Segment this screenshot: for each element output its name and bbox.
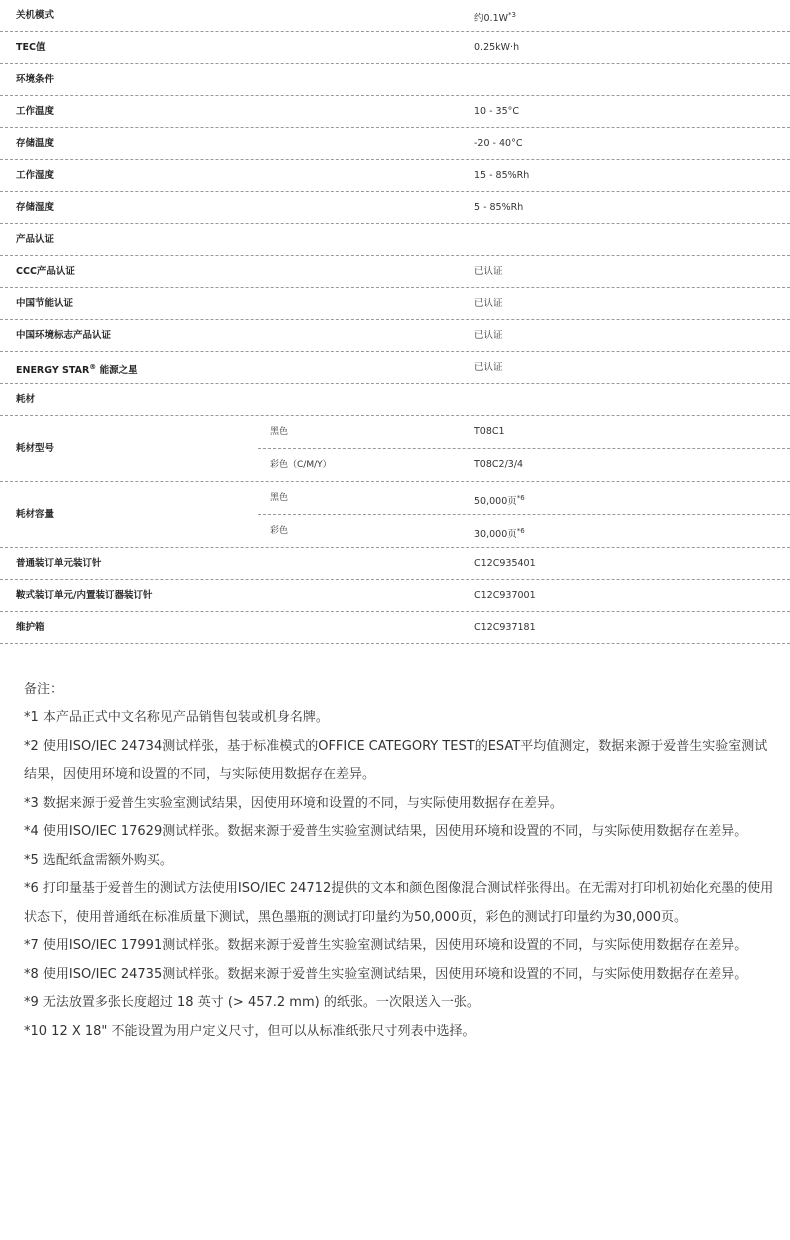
note-item: *9 无法放置多张长度超过 18 英寸 (> 457.2 mm) 的纸张。一次限送入一张。: [24, 995, 480, 1010]
spec-label: 中国节能认证: [16, 298, 74, 309]
spec-row-environmental-label: [0, 320, 790, 352]
spec-label: CCC产品认证: [16, 266, 75, 277]
sub-label: 黑色: [270, 493, 289, 503]
spec-label: 存储温度: [16, 138, 55, 149]
spec-value: 0.25kW·h: [474, 42, 520, 53]
spec-row-staple-standard: [0, 548, 790, 580]
note-item: *8 使用ISO/IEC 24735测试样张。数据来源于爱普生实验室测试结果，因使用环境和设置的不同，与实际使用数据存在差异。: [24, 966, 748, 982]
spec-value: 10 - 35°C: [474, 106, 520, 117]
sub-row-black: [258, 482, 790, 515]
spec-row-tec: [0, 32, 790, 64]
spec-row-operating-temp: [0, 96, 790, 128]
spec-label: 中国环境标志产品认证: [16, 330, 112, 341]
section-label: 产品认证: [16, 234, 55, 245]
spec-value: C12C935401: [474, 558, 536, 569]
spec-value: 5 - 85%Rh: [474, 202, 524, 213]
spec-value: C12C937001: [474, 590, 536, 601]
spec-row-energy-saving: [0, 288, 790, 320]
spec-label: 存储湿度: [16, 202, 55, 213]
section-consumables: [0, 384, 790, 416]
spec-row-operating-humidity: [0, 160, 790, 192]
spec-label: 关机模式: [16, 10, 55, 21]
spec-value: 已认证: [474, 330, 503, 341]
spec-row-staple-saddle: [0, 580, 790, 612]
spec-row-shutdown-mode: [0, 0, 790, 32]
spec-label: 工作温度: [16, 106, 55, 117]
spec-value: 已认证: [474, 298, 503, 309]
section-certification: [0, 224, 790, 256]
spec-label: ENERGY STAR® 能源之星: [16, 363, 138, 376]
sub-value: 50,000页$^{*6}$: [474, 494, 525, 507]
spec-label: TEC值: [16, 42, 46, 53]
section-environment: [0, 64, 790, 96]
spec-value: C12C937181: [474, 622, 536, 633]
group-label: 耗材型号: [16, 443, 55, 454]
group-label: 耗材容量: [16, 509, 55, 520]
spec-row-ccc: [0, 256, 790, 288]
group-consumable-model: [0, 416, 790, 482]
spec-label: 普通装订单元装订针: [16, 558, 102, 569]
note-item: *4 使用ISO/IEC 17629测试样张。数据来源于爱普生实验室测试结果，因使用环境和设置的不同，与实际使用数据存在差异。: [24, 824, 748, 839]
section-label: 环境条件: [16, 74, 55, 85]
spec-row-energy-star: [0, 352, 790, 384]
sub-label: 黑色: [270, 427, 289, 437]
sub-label: 彩色（C/M/Y）: [270, 460, 332, 470]
notes-section: [24, 676, 776, 1046]
spec-value: -20 - 40°C: [474, 138, 523, 149]
note-item: *1 本产品正式中文名称见产品销售包装或机身名牌。: [24, 710, 329, 725]
spec-value: 已认证: [474, 362, 503, 373]
sub-value: T08C1: [474, 426, 505, 437]
spec-row-maintenance-box: [0, 612, 790, 644]
spec-row-storage-humidity: [0, 192, 790, 224]
sub-row-color: [258, 449, 790, 482]
note-item: *5 选配纸盒需额外购买。: [24, 852, 173, 868]
notes-title: 备注：: [24, 682, 64, 697]
spec-value: 15 - 85%Rh: [474, 170, 530, 181]
group-consumable-capacity: [0, 482, 790, 548]
spec-label: 工作湿度: [16, 170, 55, 181]
note-item: *2 使用ISO/IEC 24734测试样张，基于标准模式的OFFICE CATEGORY TEST的ESAT平均值测定，数据来源于爱普生实验室测试结果，因使用环境和设置的不同，与实际使用数据存在差异。: [24, 738, 768, 782]
spec-row-storage-temp: [0, 128, 790, 160]
note-item: *3 数据来源于爱普生实验室测试结果，因使用环境和设置的不同，与实际使用数据存在差异。: [24, 795, 563, 811]
spec-label: 鞍式装订单元/内置装订器装订针: [16, 590, 153, 601]
note-item: *10 12 X 18" 不能设置为用户定义尺寸，但可以从标准纸张尺寸列表中选择。: [24, 1023, 476, 1039]
sub-row-color: [258, 515, 790, 548]
note-item: *7 使用ISO/IEC 17991测试样张。数据来源于爱普生实验室测试结果，因使用环境和设置的不同，与实际使用数据存在差异。: [24, 938, 748, 953]
sub-value: 30,000页$^{*6}$: [474, 527, 525, 540]
sub-label: 彩色: [270, 526, 289, 536]
section-label: 耗材: [16, 394, 36, 405]
sub-value: T08C2/3/4: [474, 459, 524, 470]
spec-value: 约$0.1W^{*3}$: [474, 11, 516, 24]
spec-label: 维护箱: [16, 622, 45, 633]
note-item: *6 打印量基于爱普生的测试方法使用ISO/IEC 24712提供的文本和颜色图像混合测试样张得出。在无需对打印机初始化充墨的使用状态下，使用普通纸在标准质量下测试，黑色墨瓶的测试打印量约为50,000页，彩色的测试打印量约为30,000页。: [24, 881, 774, 925]
spec-value: 已认证: [474, 266, 503, 277]
sub-row-black: [258, 416, 790, 449]
